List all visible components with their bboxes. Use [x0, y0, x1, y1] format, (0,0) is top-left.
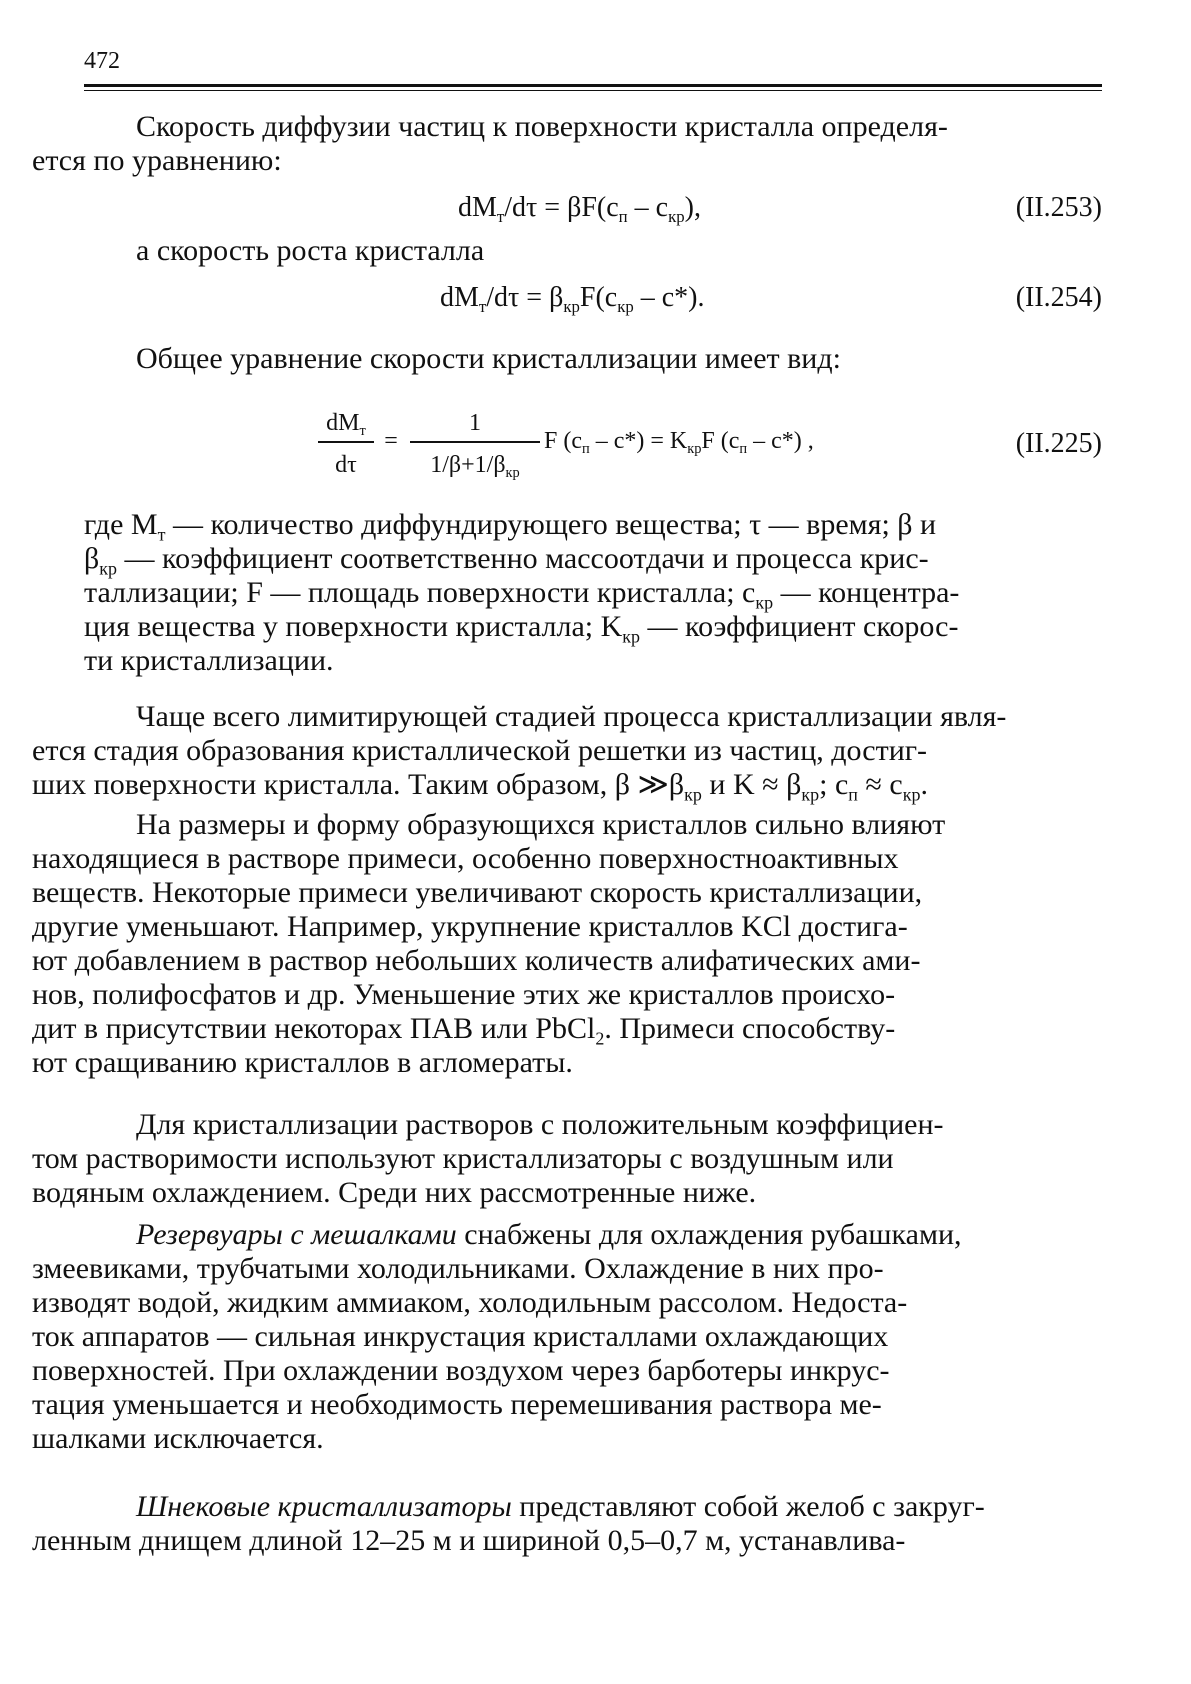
- fraction-lhs-bar: [318, 441, 374, 443]
- equation-number-II-225: (II.225): [1015, 428, 1102, 459]
- paragraph-growth-rate: а скорость роста кристалла: [136, 234, 485, 267]
- equation-number-II-253: (II.253): [1015, 192, 1102, 223]
- header-rule-thick: [84, 84, 1102, 87]
- fraction-mid-bar: [410, 441, 540, 443]
- header-rule-thin: [84, 90, 1102, 91]
- paragraph-limiting-stage: Чаще всего лимитирующей стадией процесса кристаллизации явля- ется стадия образования кристаллической решетки из частиц, достиг- ших поверхности кристалла. Таким образом, β $≫\beta_{кр}$ и $K \approx \beta_{кр}$; $c_п \approx c_{кр}$.: [32, 700, 1007, 805]
- fraction-lhs-numerator: $dM_т$: [326, 410, 366, 440]
- equation-II-254: $dM_т/d\tau = \beta_{кр}F(c_{кр} - c*)$.: [440, 282, 705, 316]
- paragraph-stirred-tanks: Резервуары с мешалками снабжены для охлаждения рубашками, змеевиками, трубчатыми холодильниками. Охлаждение в них про- изводят водой, жидким аммиаком, холодильным рассолом. Недоста- ток аппаратов — сильная инкрустация кристаллами охлаждающих поверхностей. При охлаждении воздухом через барботеры инкрус- тация уменьшается и необходимость перемешивания раствора ме- шалками исключается.: [32, 1218, 962, 1455]
- fraction-mid-numerator: 1: [469, 410, 481, 436]
- equals-sign: =: [384, 428, 398, 454]
- equation-II-253: $dM_т/d\tau = \beta F(c_п - c_{кр})$,: [458, 192, 701, 226]
- paragraph-definitions: где $M_т$ — количество диффундирующего вещества; τ — время; β и $\beta_{кр}$ — коэффициент соответственно массоотдачи и процесса крис- таллизации; F — площадь поверхности кристалла; $c_{кр}$ — концентра- ция вещества у поверхности кристалла; $K_{кр}$ — коэффициент скорос- ти кристаллизации.: [84, 508, 960, 677]
- text-line: Скорость диффузии частиц к поверхности кристалла определя-: [136, 110, 948, 143]
- fraction-lhs-denominator: dτ: [335, 452, 357, 478]
- fraction-mid-denominator: $1/\beta+1/\beta_{кр}$: [430, 452, 520, 482]
- text-line: ется по уравнению:: [32, 144, 282, 177]
- paragraph-impurities: На размеры и форму образующихся кристаллов сильно влияют находящиеся в растворе примеси, особенно поверхностноактивных веществ. Некоторые примеси увеличивают скорость кристаллизации, другие уменьшают. Например, укрупнение кристаллов KCl достига- ют добавлением в раствор небольших количеств алифатических ами- нов, полифосфатов и др. Уменьшение этих же кристаллов происхо- дит в присутствии некоторах ПАВ или PbCl$_2$. Примеси способству- ют сращиванию кристаллов в агломераты.: [32, 808, 946, 1079]
- page-number: 472: [84, 48, 120, 74]
- paragraph-diffusion-rate: [32, 110, 1102, 178]
- paragraph-screw-crystallizers: Шнековые кристаллизаторы представляют собой желоб с закруг- ленным днищем длиной 12–25 м и шириной 0,5–0,7 м, устанавлива-: [32, 1490, 985, 1557]
- paragraph-crystallizers: Для кристаллизации растворов с положительным коэффициен- том растворимости используют кристаллизаторы с воздушным или водяным охлаждением. Среди них рассмотренные ниже.: [32, 1108, 944, 1209]
- paragraph-general-equation: Общее уравнение скорости кристаллизации имеет вид:: [136, 342, 841, 375]
- equation-rhs: F $(c_п - c*) = K_{кр}F$ $(c_п - c*)$ ,: [544, 428, 814, 458]
- equation-number-II-254: (II.254): [1015, 282, 1102, 313]
